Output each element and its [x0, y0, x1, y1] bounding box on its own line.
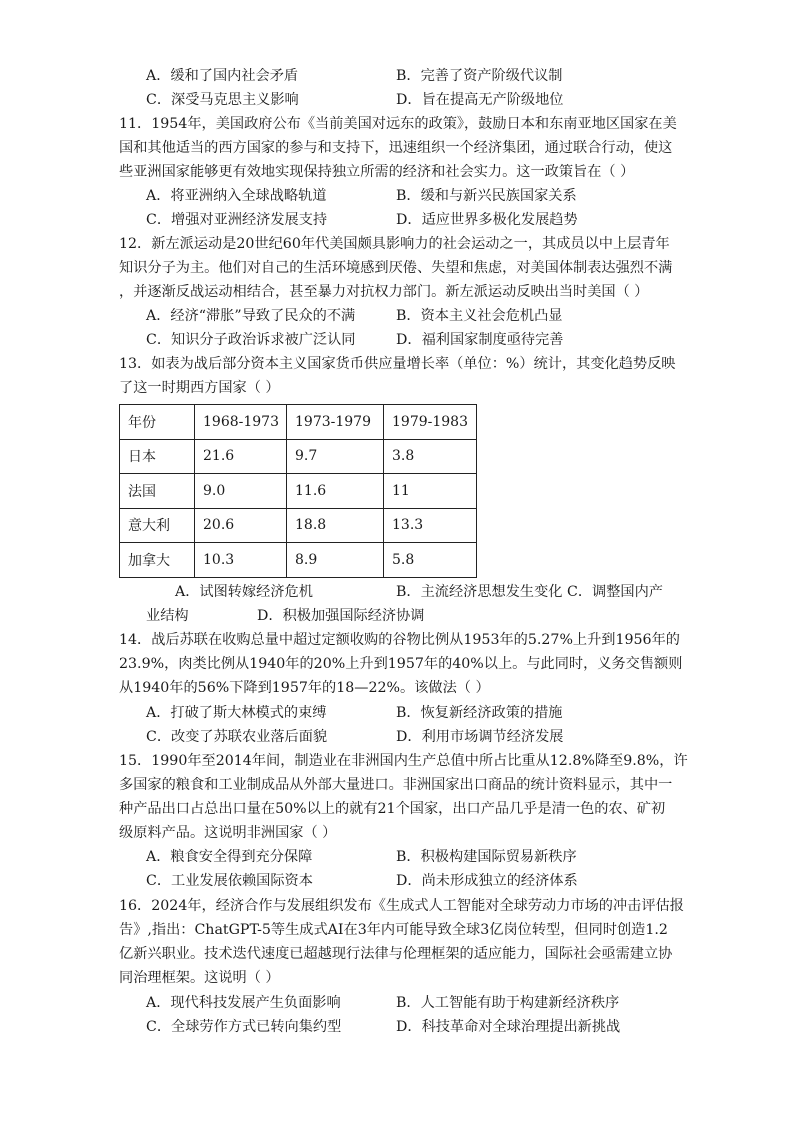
table-header-cell: 1968-1973 [195, 405, 287, 440]
option-d: D．科技革命对全球治理提出新挑战 [396, 1019, 621, 1035]
option-c: C．深受马克思主义影响 [146, 92, 299, 108]
question-text-line: 16．2024年，经济合作与发展组织发布《生成式人工智能对全球劳动力市场的冲击评估报 [119, 898, 684, 914]
option-d: D．适应世界多极化发展趋势 [396, 212, 578, 228]
option-d: D．积极加强国际经济协调 [257, 608, 425, 624]
table-header-row [120, 405, 477, 440]
question-text-line: 14．战后苏联在收购总量中超过定额收购的谷物比例从1953年的5.27%上升到1956年的 [119, 632, 680, 648]
table-cell: 9.0 [195, 474, 287, 509]
table-header-cell: 1973-1979 [287, 405, 384, 440]
option-c: C．调整国内产 [567, 584, 663, 600]
option-c: C．工业发展依赖国际资本 [146, 873, 313, 889]
table-header-cell: 1979-1983 [384, 405, 477, 440]
option-a: A．打破了斯大林模式的束缚 [146, 705, 327, 721]
table-cell: 5.8 [384, 543, 477, 578]
question-text-line: ，并逐渐反战运动相结合，甚至暴力对抗权力部门。新左派运动反映出当时美国（ ） [119, 284, 649, 300]
question-text-line: 了这一时期西方国家（ ） [119, 380, 280, 396]
table-cell: 8.9 [287, 543, 384, 578]
question-text-line: 些亚洲国家能够更有效地实现保持独立所需的经济和社会实力。这一政策旨在（ ） [119, 164, 635, 180]
table-cell: 意大利 [120, 508, 195, 543]
option-b: B．恢复新经济政策的措施 [396, 705, 563, 721]
table-cell: 10.3 [195, 543, 287, 578]
data-table [119, 404, 477, 578]
question-text-line: 级原料产品。这说明非洲国家（ ） [119, 825, 337, 841]
option-b: B．人工智能有助于构建新经济秩序 [396, 995, 620, 1011]
question-text-line: 种产品出口占总出口量在50%以上的就有21个国家，出口产品几乎是清一色的农、矿初 [119, 801, 666, 817]
table-cell: 3.8 [384, 439, 477, 474]
table-cell: 11.6 [287, 474, 384, 509]
option-d: D．福利国家制度亟待完善 [396, 332, 564, 348]
table-cell: 9.7 [287, 439, 384, 474]
option-b: B．完善了资产阶级代议制 [396, 68, 563, 84]
option-c: C．改变了苏联农业落后面貌 [146, 729, 328, 745]
option-c: C．知识分子政治诉求被广泛认同 [146, 332, 356, 348]
table-cell: 加拿大 [120, 543, 195, 578]
option-a: A．试图转嫁经济危机 [175, 584, 313, 600]
question-text-line: 23.9%，肉类比例从1940年的20%上升到1957年的40%以上。与此同时，义务交售额则 [119, 656, 683, 672]
table-row [120, 543, 477, 578]
question-text-line: 亿新兴职业。技术迭代速度已超越现行法律与伦理框架的适应能力，国际社会亟需建立协 [119, 946, 673, 962]
table-row [120, 439, 477, 474]
option-a: A．现代科技发展产生负面影响 [146, 995, 341, 1011]
option-b: B．资本主义社会危机凸显 [396, 308, 563, 324]
option-c: C．全球劳作方式已转向集约型 [146, 1019, 342, 1035]
question-text-line: 15．1990年至2014年间，制造业在非洲国内生产总值中所占比重从12.8%降至9.8%，许 [119, 753, 688, 769]
question-text-line: 11．1954年，美国政府公布《当前美国对远东的政策》，鼓励日本和东南亚地区国家在美 [119, 116, 677, 132]
table-cell: 13.3 [384, 508, 477, 543]
option-d: D．旨在提高无产阶级地位 [396, 92, 564, 108]
question-text-line: 多国家的粮食和工业制成品从外部大量进口。非洲国家出口商品的统计资料显示，其中一 [119, 777, 673, 793]
question-text-line: 13．如表为战后部分资本主义国家货币供应量增长率（单位：%）统计，其变化趋势反映 [119, 356, 676, 372]
option-a: A．缓和了国内社会矛盾 [146, 68, 299, 84]
option-a: A．将亚洲纳入全球战略轨道 [146, 188, 327, 204]
table-row [120, 508, 477, 543]
question-text-line: 国和其他适当的西方国家的参与和支持下，迅速组织一个经济集团，通过联合行动，使这 [119, 140, 673, 156]
option-a: A．经济“滞胀”导致了民众的不满 [146, 308, 356, 324]
table-row [120, 474, 477, 509]
option-a: A．粮食安全得到充分保障 [146, 849, 313, 865]
question-text-line: 知识分子为主。他们对自己的生活环境感到厌倦、失望和焦虑，对美国体制表达强烈不满 [119, 260, 673, 276]
table-cell: 18.8 [287, 508, 384, 543]
option-c: C．增强对亚洲经济发展支持 [146, 212, 328, 228]
table-cell: 法国 [120, 474, 195, 509]
table-cell: 20.6 [195, 508, 287, 543]
option-b: B．积极构建国际贸易新秩序 [396, 849, 577, 865]
option-b: B．缓和与新兴民族国家关系 [396, 188, 577, 204]
question-text-line: 12．新左派运动是20世纪60年代美国颇具影响力的社会运动之一，其成员以中上层青年 [119, 236, 670, 252]
question-text-line: 从1940年的56%下降到1957年的18—22%。该做法（ ） [119, 680, 490, 696]
question-text-line: 告》,指出：ChatGPT-5等生成式AI在3年内可能导致全球3亿岗位转型，但同时创造1.2 [119, 922, 668, 938]
question-text-line: 同治理框架。这说明（ ） [119, 970, 280, 986]
table-cell: 21.6 [195, 439, 287, 474]
table-header-cell: 年份 [120, 405, 195, 440]
option-d: D．尚未形成独立的经济体系 [396, 873, 578, 889]
option-c-continued: 业结构 [146, 608, 189, 624]
option-d: D．利用市场调节经济发展 [396, 729, 564, 745]
table-cell: 日本 [120, 439, 195, 474]
table-cell: 11 [384, 474, 477, 509]
option-b: B．主流经济思想发生变化 [396, 584, 563, 600]
